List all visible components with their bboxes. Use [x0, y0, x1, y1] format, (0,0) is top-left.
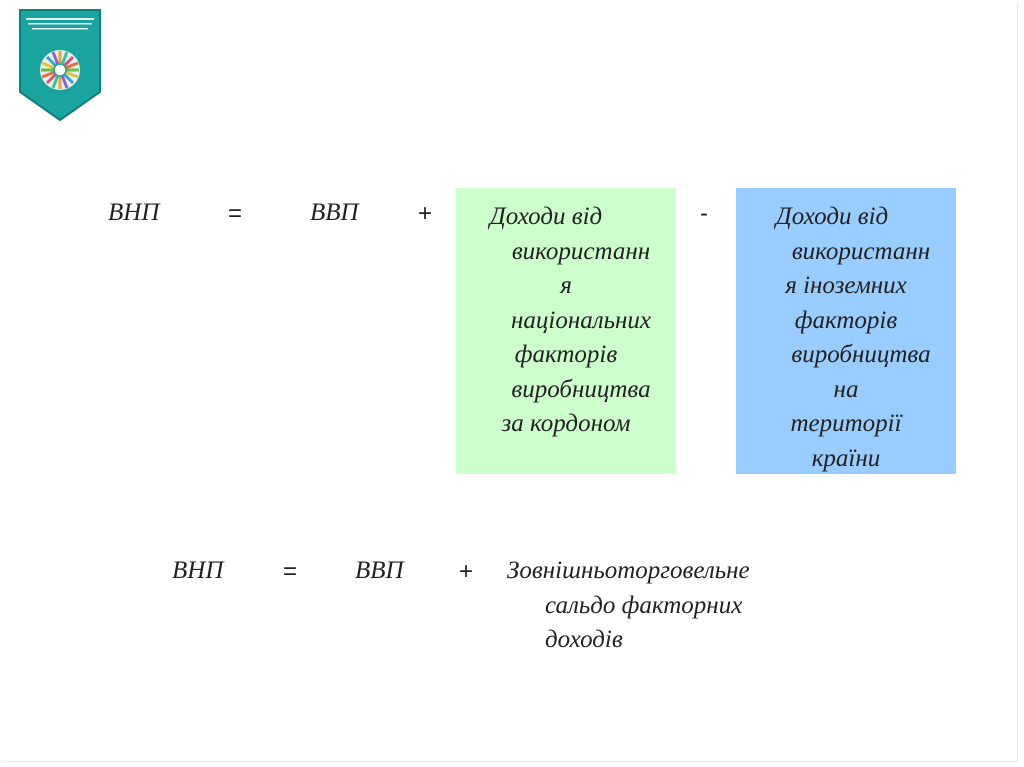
blue-box-line: виробництва	[791, 341, 931, 368]
formula2-term2-line: доходів	[545, 626, 623, 653]
formula2-lhs: ВНП	[172, 557, 224, 584]
green-box-line: Доходи від	[489, 203, 603, 230]
formula1-plus: +	[418, 200, 433, 227]
blue-box-line: факторів	[794, 306, 898, 334]
formula2-term2-line: сальдо факторних	[545, 592, 743, 619]
green-box-line: за кордоном	[501, 410, 631, 437]
green-box-line: використанн	[511, 237, 651, 265]
green-box-line: я	[560, 272, 572, 299]
blue-box-line: я іноземних	[785, 272, 907, 299]
blue-box-line: Доходи від	[775, 203, 889, 230]
formula2-equals: =	[283, 558, 298, 585]
formula1-lhs: ВНП	[108, 199, 160, 226]
national-income-box	[456, 188, 676, 474]
formula1-equals: =	[228, 200, 243, 227]
foreign-income-box	[736, 188, 956, 474]
formula1-term1: ВВП	[310, 199, 359, 226]
formula2-plus: +	[459, 558, 474, 585]
blue-box-line: використанн	[791, 237, 931, 265]
blue-box-line: країни	[811, 444, 881, 472]
green-box-line: національних	[510, 306, 652, 334]
formula2-term2-line: Зовнішньоторговельне	[507, 557, 750, 584]
green-box-line: виробництва	[511, 375, 651, 403]
blue-box-line: на	[833, 375, 859, 403]
green-box-line: факторів	[514, 341, 618, 368]
formula2-term1: ВВП	[355, 557, 404, 584]
university-crest-icon	[18, 8, 102, 122]
blue-box-line: території	[790, 410, 902, 437]
formula1-minus: -	[700, 200, 708, 227]
